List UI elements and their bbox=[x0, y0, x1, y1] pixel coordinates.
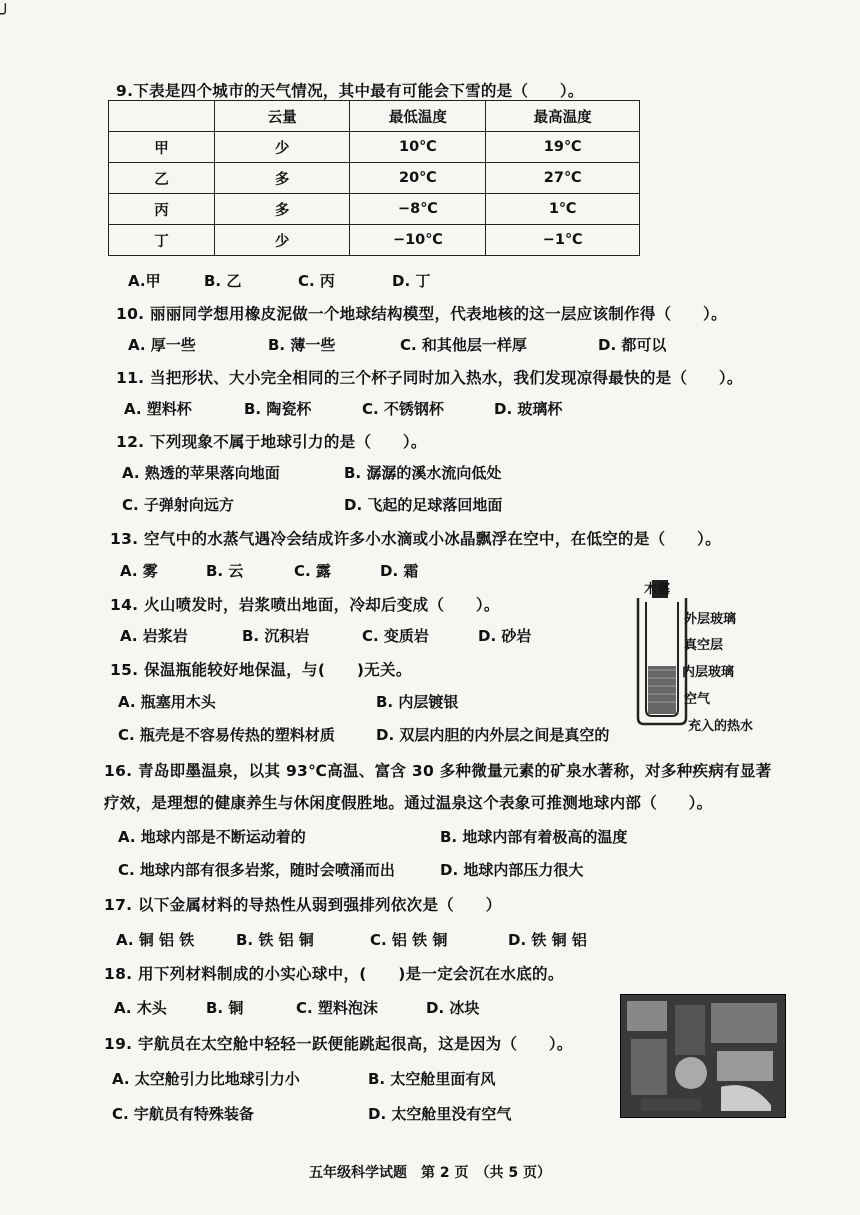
q10-option-b: B. 薄一些 bbox=[268, 336, 336, 354]
label-hot-water: 充入的热水 bbox=[688, 719, 754, 734]
label-vacuum: 真空层 bbox=[684, 638, 724, 653]
q19-option-a: A. 太空舱引力比地球引力小 bbox=[112, 1070, 300, 1088]
table-header: 最低温度 bbox=[350, 101, 486, 132]
q14-option-b: B. 沉积岩 bbox=[242, 627, 310, 645]
table-cell: 10℃ bbox=[350, 132, 486, 163]
table-cell: 少 bbox=[214, 132, 350, 163]
table-header bbox=[109, 101, 215, 132]
q12-option-c: C. 子弹射向远方 bbox=[122, 496, 234, 514]
table-cell: 少 bbox=[214, 225, 350, 256]
q9-option-a: A.甲 bbox=[128, 272, 161, 290]
q19-option-b: B. 太空舱里面有风 bbox=[368, 1070, 496, 1088]
q13-option-d: D. 霜 bbox=[380, 562, 419, 580]
table-cell: 多 bbox=[214, 194, 350, 225]
weather-table bbox=[108, 100, 640, 256]
table-cell: −8℃ bbox=[350, 194, 486, 225]
table-cell: 1℃ bbox=[486, 194, 640, 225]
hot-water bbox=[648, 666, 676, 714]
q15-option-c: C. 瓶壳是不容易传热的塑料材质 bbox=[118, 726, 335, 744]
q11-option-d: D. 玻璃杯 bbox=[494, 400, 563, 418]
table-cell: −1℃ bbox=[486, 225, 640, 256]
q18-option-d: D. 冰块 bbox=[426, 999, 480, 1017]
table-cell: 丙 bbox=[109, 194, 215, 225]
q14-option-a: A. 岩浆岩 bbox=[120, 627, 188, 645]
q19-option-c: C. 宇航员有特殊装备 bbox=[112, 1105, 254, 1123]
q15-option-a: A. 瓶塞用木头 bbox=[118, 693, 216, 711]
thermos-illustration bbox=[632, 578, 692, 728]
q16-option-a: A. 地球内部是不断运动着的 bbox=[118, 828, 306, 846]
label-air: 空气 bbox=[684, 692, 711, 707]
q11-option-a: A. 塑料杯 bbox=[124, 400, 192, 418]
table-header: 最高温度 bbox=[486, 101, 640, 132]
q17-stem: 17. 以下金属材料的导热性从弱到强排列依次是（ ） bbox=[104, 896, 502, 914]
table-cell: 甲 bbox=[109, 132, 215, 163]
table-header-row bbox=[109, 101, 640, 132]
q19-option-d: D. 太空舱里没有空气 bbox=[368, 1105, 512, 1123]
q18-option-a: A. 木头 bbox=[114, 999, 167, 1017]
q17-option-d: D. 铁 铜 铝 bbox=[508, 931, 587, 949]
q12-stem: 12. 下列现象不属于地球引力的是（ ）。 bbox=[116, 433, 427, 451]
q13-stem: 13. 空气中的水蒸气遇冷会结成许多小水滴或小冰晶飘浮在空中，在低空的是（ ）。 bbox=[110, 530, 721, 548]
q12-option-d: D. 飞起的足球落回地面 bbox=[344, 496, 503, 514]
q14-option-c: C. 变质岩 bbox=[362, 627, 429, 645]
q10-stem: 10. 丽丽同学想用橡皮泥做一个地球结构模型，代表地核的这一层应该制作得（ ）。 bbox=[116, 305, 727, 323]
q13-option-a: A. 雾 bbox=[120, 562, 158, 580]
space-capsule-photo bbox=[620, 994, 786, 1118]
q18-option-b: B. 铜 bbox=[206, 999, 244, 1017]
q16-stem-line1: 16. 青岛即墨温泉，以其 93℃高温、富含 30 多种微量元素的矿泉水著称，对多种疾病有显著 bbox=[104, 762, 772, 780]
corner-mark: ╯ bbox=[0, 4, 11, 25]
q12-option-a: A. 熟透的苹果落向地面 bbox=[122, 464, 280, 482]
q18-stem: 18. 用下列材料制成的小实心球中，( )是一定会沉在水底的。 bbox=[104, 965, 564, 983]
q19-stem: 19. 宇航员在太空舱中轻轻一跃便能跳起很高，这是因为（ ）。 bbox=[104, 1035, 573, 1053]
q15-option-d: D. 双层内胆的内外层之间是真空的 bbox=[376, 726, 610, 744]
q12-option-b: B. 潺潺的溪水流向低处 bbox=[344, 464, 502, 482]
q14-option-d: D. 砂岩 bbox=[478, 627, 532, 645]
table-cell: 19℃ bbox=[486, 132, 640, 163]
q10-option-a: A. 厚一些 bbox=[128, 336, 196, 354]
label-cork: 木塞 bbox=[644, 582, 671, 597]
q11-option-b: B. 陶瓷杯 bbox=[244, 400, 312, 418]
label-inner-glass: 内层玻璃 bbox=[682, 665, 735, 680]
table-cell: −10℃ bbox=[350, 225, 486, 256]
table-row bbox=[109, 163, 640, 194]
q13-option-c: C. 露 bbox=[294, 562, 331, 580]
q11-option-c: C. 不锈钢杯 bbox=[362, 400, 444, 418]
q16-option-c: C. 地球内部有很多岩浆，随时会喷涌而出 bbox=[118, 861, 395, 879]
page-footer: 五年级科学试题 第 2 页 （共 5 页） bbox=[309, 1165, 551, 1181]
q17-option-b: B. 铁 铝 铜 bbox=[236, 931, 314, 949]
q11-stem: 11. 当把形状、大小完全相同的三个杯子同时加入热水，我们发现凉得最快的是（ ）。 bbox=[116, 369, 743, 387]
q9-option-c: C. 丙 bbox=[298, 272, 335, 290]
q16-stem-line2: 疗效，是理想的健康养生与休闲度假胜地。通过温泉这个表象可推测地球内部（ ）。 bbox=[104, 794, 713, 812]
q9-option-b: B. 乙 bbox=[204, 272, 242, 290]
q10-option-c: C. 和其他层一样厚 bbox=[400, 336, 527, 354]
q16-option-b: B. 地球内部有着极高的温度 bbox=[440, 828, 628, 846]
label-outer-glass: 外层玻璃 bbox=[684, 612, 737, 627]
table-row bbox=[109, 132, 640, 163]
q13-option-b: B. 云 bbox=[206, 562, 244, 580]
table-cell: 20℃ bbox=[350, 163, 486, 194]
q9-stem: 9.下表是四个城市的天气情况，其中最有可能会下雪的是（ ）。 bbox=[116, 82, 584, 100]
table-cell: 乙 bbox=[109, 163, 215, 194]
table-cell: 丁 bbox=[109, 225, 215, 256]
q16-option-d: D. 地球内部压力很大 bbox=[440, 861, 584, 879]
q14-stem: 14. 火山喷发时，岩浆喷出地面，冷却后变成（ ）。 bbox=[110, 596, 500, 614]
q18-option-c: C. 塑料泡沫 bbox=[296, 999, 378, 1017]
q15-stem: 15. 保温瓶能较好地保温，与( )无关。 bbox=[110, 661, 412, 679]
q9-option-d: D. 丁 bbox=[392, 272, 431, 290]
q17-option-c: C. 铝 铁 铜 bbox=[370, 931, 448, 949]
table-cell: 多 bbox=[214, 163, 350, 194]
table-cell: 27℃ bbox=[486, 163, 640, 194]
table-row bbox=[109, 194, 640, 225]
table-row bbox=[109, 225, 640, 256]
q15-option-b: B. 内层镀银 bbox=[376, 693, 459, 711]
q17-option-a: A. 铜 铝 铁 bbox=[116, 931, 195, 949]
q10-option-d: D. 都可以 bbox=[598, 336, 667, 354]
table-header: 云量 bbox=[214, 101, 350, 132]
